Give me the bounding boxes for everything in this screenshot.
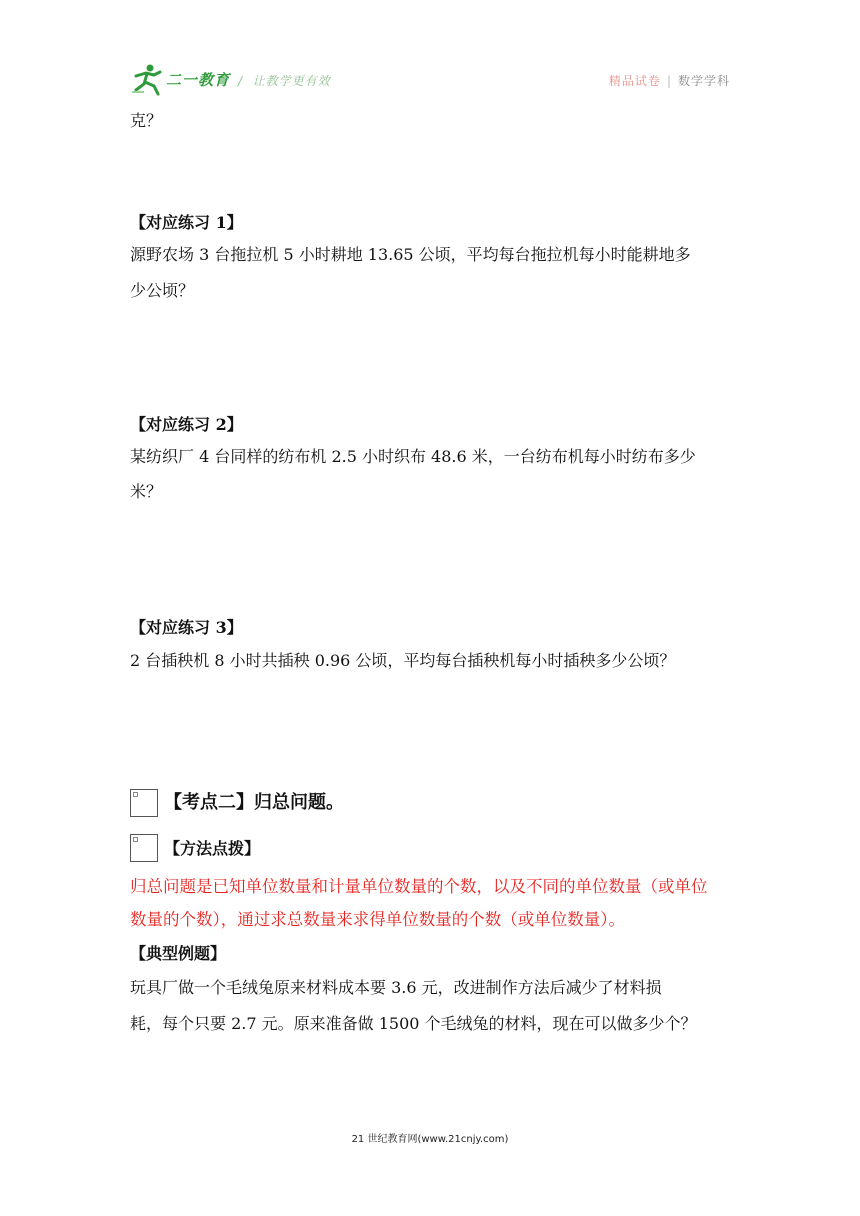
method-line-1: 归总问题是已知单位数量和计量单位数量的个数，以及不同的单位数量（或单位 <box>130 877 708 896</box>
image-placeholder <box>130 834 158 862</box>
slogan-text: 让教学更有效 <box>252 74 331 88</box>
logo <box>130 62 230 96</box>
running-man-icon <box>130 62 166 96</box>
typical-example-title: 【典型例题】 <box>130 944 227 963</box>
exercise-2-line-2: 米？ <box>130 482 163 501</box>
method-line-2: 数量的个数），通过求总数量来求得单位数量的个数（或单位数量）。 <box>130 910 625 929</box>
exercise-1-title: 【对应练习 1】 <box>130 213 243 232</box>
exercise-2-title: 【对应练习 2】 <box>130 415 243 434</box>
slogan: / 让教学更有效 <box>238 74 331 88</box>
kaodian-2-title: 【考点二】归总问题。 <box>164 792 344 813</box>
exercise-1-line-1: 源野农场 3 台拖拉机 5 小时耕地 13.65 公顷，平均每台拖拉机每小时能耕地多 <box>130 245 691 264</box>
page-footer: 21 世纪教育网(www.21cnjy.com) <box>351 1134 509 1145</box>
exercise-3-line-1: 2 台插秧机 8 小时共插秧 0.96 公顷，平均每台插秧机每小时插秧多少公顷？ <box>130 651 676 670</box>
continued-text: 克？ <box>130 111 163 130</box>
exercise-1-line-2: 少公顷？ <box>130 281 195 300</box>
exercise-2-line-1: 某纺织厂 4 台同样的纺布机 2.5 小时织布 48.6 米，一台纺布机每小时纺布多少 <box>130 447 696 466</box>
exercise-3-title: 【对应练习 3】 <box>130 618 243 637</box>
header-subject: 数学学科 <box>677 74 730 88</box>
typical-line-2: 耗，每个只要 2.7 元。原来准备做 1500 个毛绒兔的材料，现在可以做多少个？ <box>130 1014 697 1033</box>
header-category: 精品试卷 <box>608 74 661 88</box>
image-placeholder <box>130 789 158 817</box>
header-separator: | <box>666 74 672 88</box>
header-right <box>609 72 730 89</box>
logo-text: 二一教育 <box>166 70 231 89</box>
method-title: 【方法点拨】 <box>164 839 261 858</box>
page-header <box>130 62 730 98</box>
typical-line-1: 玩具厂做一个毛绒兔原来材料成本要 3.6 元，改进制作方法后减少了材料损 <box>130 978 662 997</box>
